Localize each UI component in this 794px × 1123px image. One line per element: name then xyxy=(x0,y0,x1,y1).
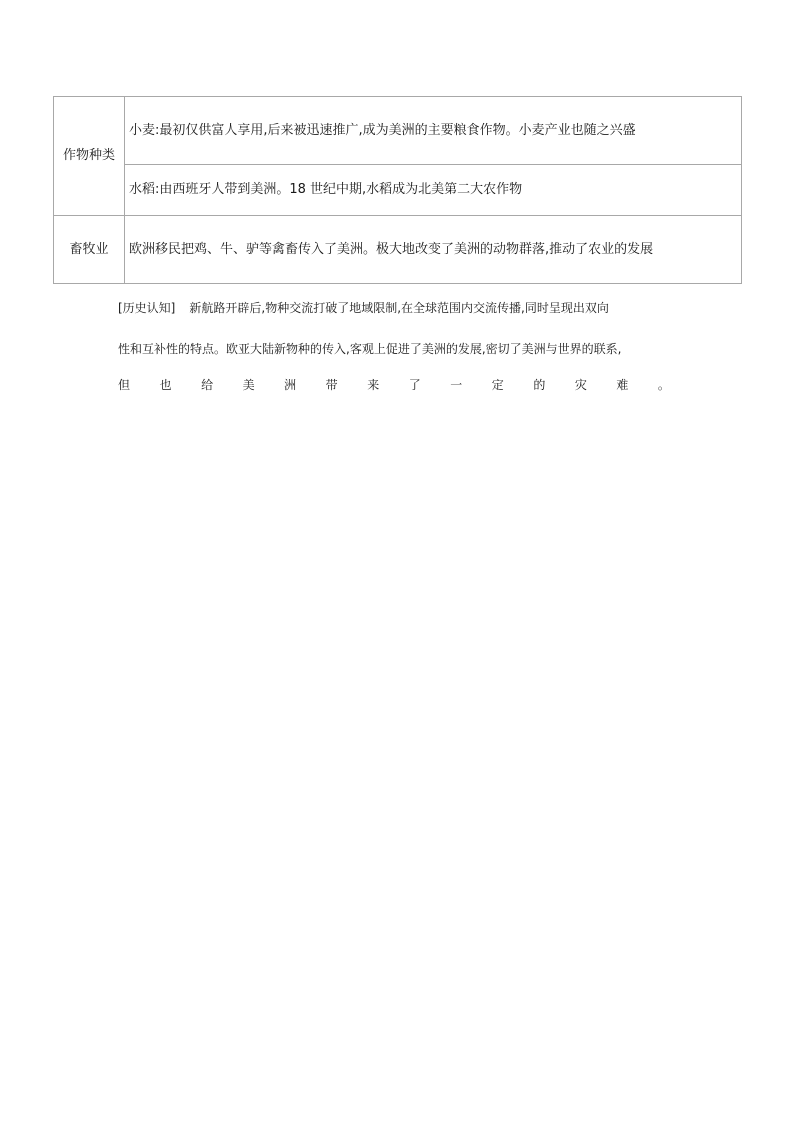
history-note-line-1 xyxy=(118,299,609,317)
history-note-char: 一 xyxy=(450,378,463,392)
history-note-char: 灾 xyxy=(574,378,587,392)
history-note-char: 也 xyxy=(159,378,172,392)
livestock-cell: 欧洲移民把鸡、牛、驴等禽畜传入了美洲。极大地改变了美洲的动物群落,推动了农业的发展 xyxy=(125,216,742,284)
history-note-line-2: 性和互补性的特点。欧亚大陆新物种的传入,客观上促进了美洲的发展,密切了美洲与世界的联系, xyxy=(118,342,622,356)
wheat-cell: 小麦:最初仅供富人享用,后来被迅速推广,成为美洲的主要粮食作物。小麦产业也随之兴盛 xyxy=(125,97,742,165)
history-note-char: 难 xyxy=(616,378,629,392)
history-note-char: 给 xyxy=(201,378,214,392)
crops-livestock-table xyxy=(53,96,742,284)
history-note-char: 带 xyxy=(325,378,338,392)
livestock-header-cell: 畜牧业 xyxy=(54,216,125,284)
history-note-char: 定 xyxy=(491,378,504,392)
table-row xyxy=(54,165,742,216)
crops-header-cell: 作物种类 xyxy=(54,97,125,216)
history-note-char: 的 xyxy=(533,378,546,392)
table-row xyxy=(54,97,742,165)
history-note-line-3 xyxy=(118,376,670,394)
history-note-char: 洲 xyxy=(284,378,297,392)
history-note-tag: [历史认知] xyxy=(118,301,176,315)
history-note-char: 但 xyxy=(118,378,131,392)
history-note-text-1: 新航路开辟后,物种交流打破了地域限制,在全球范围内交流传播,同时呈现出双向 xyxy=(189,301,609,315)
history-note-char: 美 xyxy=(242,378,255,392)
history-note-char: 了 xyxy=(408,378,421,392)
table-row xyxy=(54,216,742,284)
rice-cell: 水稻:由西班牙人带到美洲。18 世纪中期,水稻成为北美第二大农作物 xyxy=(125,165,742,216)
history-note-char: 。 xyxy=(657,378,670,392)
history-note-char: 来 xyxy=(367,378,380,392)
